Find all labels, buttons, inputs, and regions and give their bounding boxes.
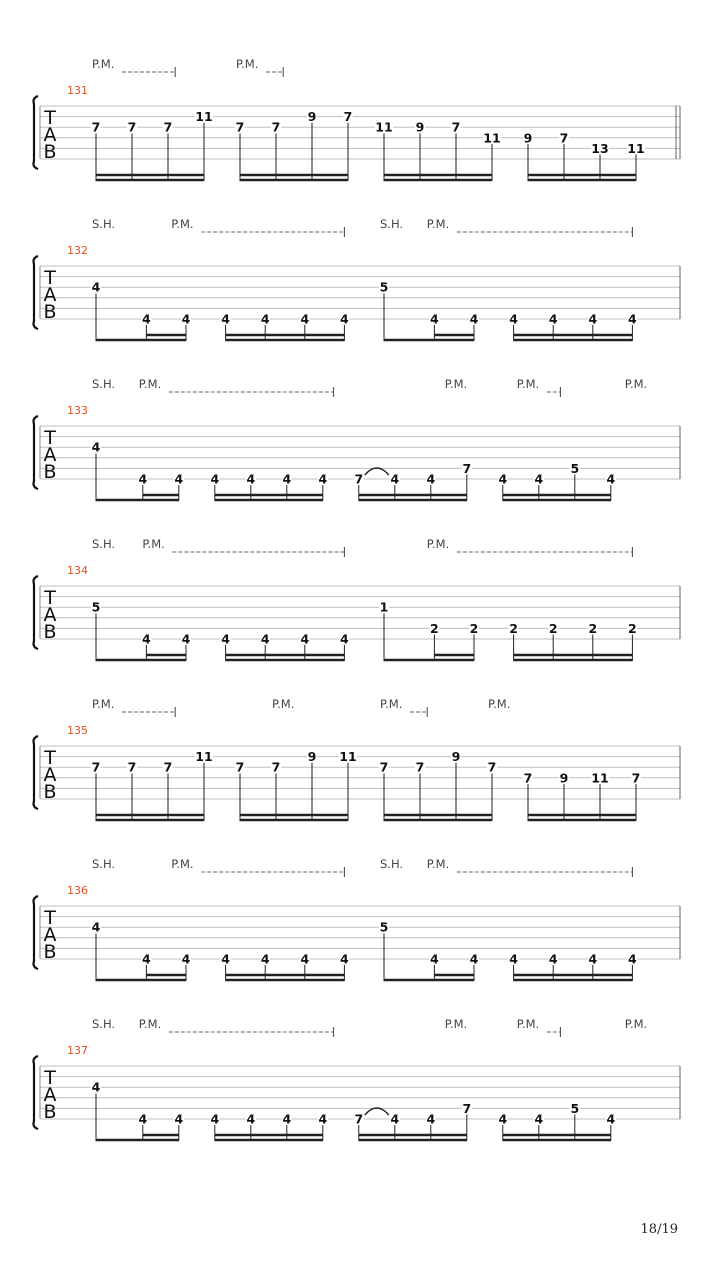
- fret-number: 9: [307, 109, 317, 125]
- fret-number: 7: [163, 759, 173, 775]
- fret-number: 4: [91, 919, 101, 935]
- fret-number: 4: [548, 951, 558, 967]
- fret-number: 4: [181, 951, 191, 967]
- palm-mute-label: P.M.: [138, 1017, 162, 1031]
- palm-mute-label: P.M.: [516, 377, 540, 391]
- fret-number: 7: [451, 119, 461, 135]
- palm-mute-label: P.M.: [444, 1017, 468, 1031]
- tab-clef-t: T: [44, 907, 56, 929]
- measure-number: 135: [67, 724, 88, 737]
- fret-number: 2: [430, 620, 439, 636]
- fret-number: 4: [300, 311, 310, 327]
- fret-number: 7: [271, 759, 281, 775]
- fret-number: 7: [415, 759, 425, 775]
- palm-mute-label: P.M.: [380, 697, 403, 711]
- fret-number: 2: [588, 620, 598, 636]
- system-bracket: [34, 1056, 39, 1129]
- palm-mute-label: P.M.: [426, 217, 450, 231]
- fret-number: 7: [127, 759, 137, 775]
- measure-number: 132: [67, 244, 88, 257]
- fret-number: 5: [379, 919, 389, 935]
- fret-number: 4: [246, 471, 256, 487]
- fret-number: 4: [142, 951, 151, 967]
- fret-number: 4: [628, 951, 637, 967]
- fret-number: 7: [271, 119, 281, 135]
- tab-system-136: [34, 857, 681, 981]
- fret-number: 4: [91, 439, 101, 455]
- fret-number: 4: [390, 471, 400, 487]
- fret-number: 4: [498, 1111, 508, 1127]
- palm-mute-label: P.M.: [92, 697, 115, 711]
- fret-number: 4: [142, 631, 151, 647]
- tab-clef-a: A: [43, 1084, 57, 1106]
- fret-number: 7: [354, 471, 364, 487]
- fret-number: 7: [559, 130, 569, 146]
- fret-number: 4: [534, 471, 544, 487]
- tab-clef-b: B: [43, 461, 57, 483]
- harmonic-label: S.H.: [92, 1017, 116, 1031]
- tab-clef-a: A: [43, 444, 57, 466]
- fret-number: 4: [174, 1111, 184, 1127]
- fret-number: 7: [235, 759, 245, 775]
- fret-number: 4: [426, 1111, 436, 1127]
- palm-mute-label: P.M.: [236, 57, 259, 71]
- system-bracket: [34, 416, 39, 489]
- tab-clef-a: A: [43, 604, 57, 626]
- palm-mute-label: P.M.: [142, 537, 165, 551]
- harmonic-label: S.H.: [380, 857, 404, 871]
- harmonic-label: S.H.: [92, 537, 116, 551]
- tab-system-132: [34, 217, 681, 341]
- fret-number: 4: [300, 631, 310, 647]
- harmonic-label: S.H.: [92, 857, 116, 871]
- fret-number: 2: [469, 620, 479, 636]
- harmonic-label: S.H.: [380, 217, 404, 231]
- fret-number: 4: [509, 311, 518, 327]
- tab-clef-t: T: [44, 1067, 56, 1089]
- tab-clef-t: T: [44, 747, 56, 769]
- tab-system-135: [34, 697, 681, 821]
- fret-number: 7: [163, 119, 173, 135]
- tab-system-134: [34, 537, 681, 661]
- fret-number: 7: [354, 1111, 364, 1127]
- system-bracket: [34, 256, 39, 329]
- fret-number: 4: [181, 631, 191, 647]
- fret-number: 4: [606, 1111, 616, 1127]
- tab-clef-b: B: [43, 621, 57, 643]
- fret-number: 7: [235, 119, 245, 135]
- system-bracket: [34, 736, 39, 809]
- measure-number: 134: [67, 564, 88, 577]
- fret-number: 4: [588, 311, 598, 327]
- slur: [365, 1108, 389, 1115]
- fret-number: 4: [426, 471, 436, 487]
- fret-number: 4: [210, 1111, 220, 1127]
- fret-number: 4: [318, 1111, 328, 1127]
- palm-mute-label: P.M.: [426, 857, 450, 871]
- system-bracket: [34, 96, 39, 169]
- fret-number: 4: [210, 471, 220, 487]
- fret-number: 11: [375, 119, 393, 135]
- fret-number: 9: [451, 749, 461, 765]
- fret-number: 7: [487, 759, 497, 775]
- fret-number: 11: [339, 749, 357, 765]
- fret-number: 5: [570, 1100, 580, 1116]
- fret-number: 4: [174, 471, 184, 487]
- fret-number: 4: [469, 951, 479, 967]
- fret-number: 4: [260, 631, 270, 647]
- tab-clef-b: B: [43, 941, 57, 963]
- fret-number: 13: [591, 140, 609, 156]
- fret-number: 4: [282, 471, 292, 487]
- fret-number: 4: [260, 311, 270, 327]
- fret-number: 7: [523, 770, 533, 786]
- fret-number: 2: [548, 620, 558, 636]
- fret-number: 5: [379, 279, 389, 295]
- tab-system-137: [34, 1017, 681, 1141]
- tab-clef-t: T: [44, 107, 56, 129]
- tab-clef-b: B: [43, 1101, 57, 1123]
- fret-number: 1: [379, 599, 389, 615]
- fret-number: 4: [430, 311, 439, 327]
- palm-mute-label: P.M.: [92, 57, 115, 71]
- tab-clef-b: B: [43, 301, 57, 323]
- fret-number: 7: [91, 119, 101, 135]
- fret-number: 4: [260, 951, 270, 967]
- fret-number: 4: [221, 311, 230, 327]
- fret-number: 2: [628, 620, 637, 636]
- fret-number: 11: [195, 749, 213, 765]
- tab-clef-t: T: [44, 267, 56, 289]
- palm-mute-label: P.M.: [426, 537, 450, 551]
- system-bracket: [34, 896, 39, 969]
- fret-number: 7: [631, 770, 641, 786]
- fret-number: 11: [627, 140, 645, 156]
- fret-number: 4: [246, 1111, 256, 1127]
- fret-number: 5: [570, 460, 580, 476]
- palm-mute-label: P.M.: [138, 377, 162, 391]
- fret-number: 4: [138, 471, 148, 487]
- slur: [365, 468, 389, 475]
- fret-number: 7: [91, 759, 101, 775]
- fret-number: 7: [462, 460, 472, 476]
- tab-clef-a: A: [43, 284, 57, 306]
- tab-clef-a: A: [43, 764, 57, 786]
- fret-number: 4: [588, 951, 598, 967]
- tab-clef-t: T: [44, 427, 56, 449]
- palm-mute-label: P.M.: [624, 1017, 648, 1031]
- tab-clef-t: T: [44, 587, 56, 609]
- fret-number: 4: [340, 631, 349, 647]
- fret-number: 4: [509, 951, 518, 967]
- fret-number: 7: [462, 1100, 472, 1116]
- fret-number: 4: [390, 1111, 400, 1127]
- fret-number: 4: [548, 311, 558, 327]
- tab-clef-a: A: [43, 924, 57, 946]
- tab-system-133: [34, 377, 681, 501]
- fret-number: 4: [221, 631, 230, 647]
- system-bracket: [34, 576, 39, 649]
- fret-number: 9: [415, 119, 425, 135]
- fret-number: 4: [628, 311, 637, 327]
- fret-number: 9: [523, 130, 533, 146]
- fret-number: 4: [340, 311, 349, 327]
- fret-number: 11: [195, 109, 213, 125]
- palm-mute-label: P.M.: [171, 857, 194, 871]
- measure-number: 131: [67, 84, 88, 97]
- palm-mute-label: P.M.: [444, 377, 468, 391]
- palm-mute-label: P.M.: [272, 697, 295, 711]
- fret-number: 11: [591, 770, 609, 786]
- tab-system-131: [34, 57, 681, 181]
- fret-number: 9: [559, 770, 569, 786]
- fret-number: 4: [318, 471, 328, 487]
- fret-number: 4: [469, 311, 479, 327]
- measure-number: 136: [67, 884, 88, 897]
- fret-number: 4: [91, 1079, 101, 1095]
- fret-number: 9: [307, 749, 317, 765]
- fret-number: 5: [91, 599, 101, 615]
- fret-number: 4: [181, 311, 191, 327]
- measure-number: 133: [67, 404, 88, 417]
- fret-number: 7: [379, 759, 389, 775]
- fret-number: 4: [430, 951, 439, 967]
- palm-mute-label: P.M.: [624, 377, 648, 391]
- fret-number: 7: [127, 119, 137, 135]
- fret-number: 4: [138, 1111, 148, 1127]
- fret-number: 4: [282, 1111, 292, 1127]
- harmonic-label: S.H.: [92, 217, 116, 231]
- tab-clef-b: B: [43, 781, 57, 803]
- fret-number: 4: [340, 951, 349, 967]
- fret-number: 4: [142, 311, 151, 327]
- fret-number: 4: [606, 471, 616, 487]
- page-number: 18/19: [640, 1222, 678, 1237]
- palm-mute-label: P.M.: [488, 697, 511, 711]
- tab-clef-b: B: [43, 141, 57, 163]
- measure-number: 137: [67, 1044, 88, 1057]
- palm-mute-label: P.M.: [516, 1017, 540, 1031]
- fret-number: 4: [534, 1111, 544, 1127]
- fret-number: 4: [300, 951, 310, 967]
- fret-number: 2: [509, 620, 518, 636]
- harmonic-label: S.H.: [92, 377, 116, 391]
- fret-number: 7: [343, 109, 353, 125]
- fret-number: 4: [498, 471, 508, 487]
- fret-number: 4: [91, 279, 101, 295]
- palm-mute-label: P.M.: [171, 217, 194, 231]
- fret-number: 4: [221, 951, 230, 967]
- fret-number: 11: [483, 130, 501, 146]
- tab-clef-a: A: [43, 124, 57, 146]
